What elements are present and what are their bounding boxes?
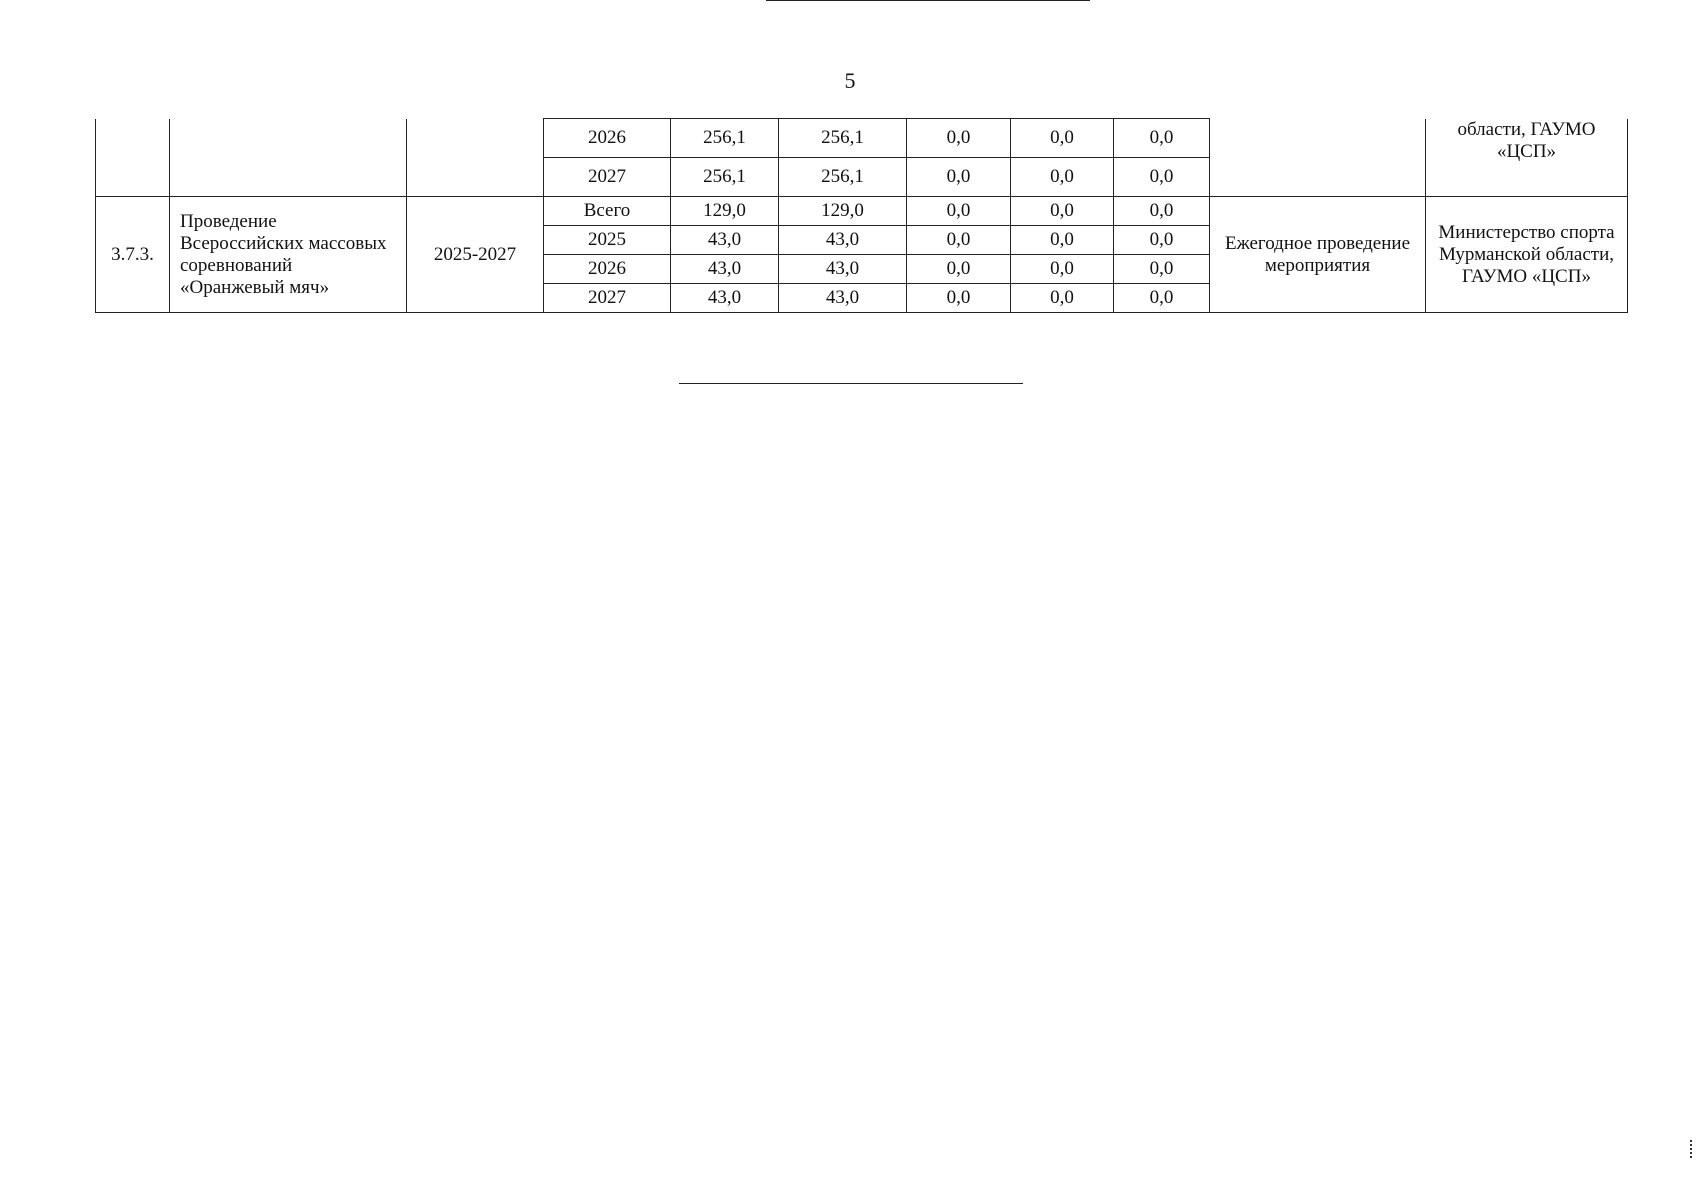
result-cell: Ежегодное проведение мероприятия: [1210, 197, 1426, 313]
page-number: 5: [844, 68, 856, 93]
funding-cell: 43,0: [779, 226, 907, 255]
executor-cell: области, ГАУМО «ЦСП»: [1426, 119, 1628, 197]
result-cell: [1210, 119, 1426, 197]
total-cell: 43,0: [671, 226, 779, 255]
funding-cell: 43,0: [779, 284, 907, 313]
year-cell: Всего: [544, 197, 671, 226]
total-cell: 256,1: [671, 158, 779, 197]
funding-cell: 0,0: [1011, 226, 1114, 255]
funding-cell: 0,0: [907, 158, 1011, 197]
item-name-cell: Проведение Всероссийских массовых соревнований «Оранжевый мяч»: [170, 197, 407, 313]
funding-cell: 0,0: [1114, 158, 1210, 197]
year-cell: 2026: [544, 119, 671, 158]
funding-cell: 0,0: [1114, 255, 1210, 284]
year-cell: 2027: [544, 284, 671, 313]
total-cell: 43,0: [671, 284, 779, 313]
total-cell: 43,0: [671, 255, 779, 284]
funding-cell: 0,0: [907, 119, 1011, 158]
period-cell: 2025-2027: [407, 197, 544, 313]
total-cell: 256,1: [671, 119, 779, 158]
funding-cell: 0,0: [1114, 197, 1210, 226]
funding-cell: 256,1: [779, 119, 907, 158]
funding-cell: 0,0: [1114, 226, 1210, 255]
funding-cell: 0,0: [1011, 119, 1114, 158]
funding-cell: 0,0: [1011, 158, 1114, 197]
funding-cell: 43,0: [779, 255, 907, 284]
funding-cell: 0,0: [1114, 119, 1210, 158]
program-table: [95, 118, 1628, 313]
item-number-cell: [96, 119, 170, 197]
total-cell: 129,0: [671, 197, 779, 226]
funding-cell: 0,0: [907, 197, 1011, 226]
period-cell: [407, 119, 544, 197]
funding-cell: 129,0: [779, 197, 907, 226]
scan-edge-mark: [1690, 1140, 1695, 1158]
item-name-cell: [170, 119, 407, 197]
executor-cell: Министерство спорта Мурманской области, ГАУМО «ЦСП»: [1426, 197, 1628, 313]
funding-cell: 0,0: [1114, 284, 1210, 313]
funding-cell: 256,1: [779, 158, 907, 197]
item-number-cell: 3.7.3.: [96, 197, 170, 313]
year-cell: 2026: [544, 255, 671, 284]
funding-cell: 0,0: [907, 226, 1011, 255]
funding-cell: 0,0: [1011, 255, 1114, 284]
table-row: [96, 197, 1628, 226]
year-cell: 2027: [544, 158, 671, 197]
funding-cell: 0,0: [1011, 197, 1114, 226]
funding-cell: 0,0: [907, 255, 1011, 284]
year-cell: 2025: [544, 226, 671, 255]
table-row: [96, 119, 1628, 158]
funding-cell: 0,0: [1011, 284, 1114, 313]
end-of-document-rule: [679, 383, 1023, 384]
top-rule: [766, 0, 1090, 1]
funding-cell: 0,0: [907, 284, 1011, 313]
